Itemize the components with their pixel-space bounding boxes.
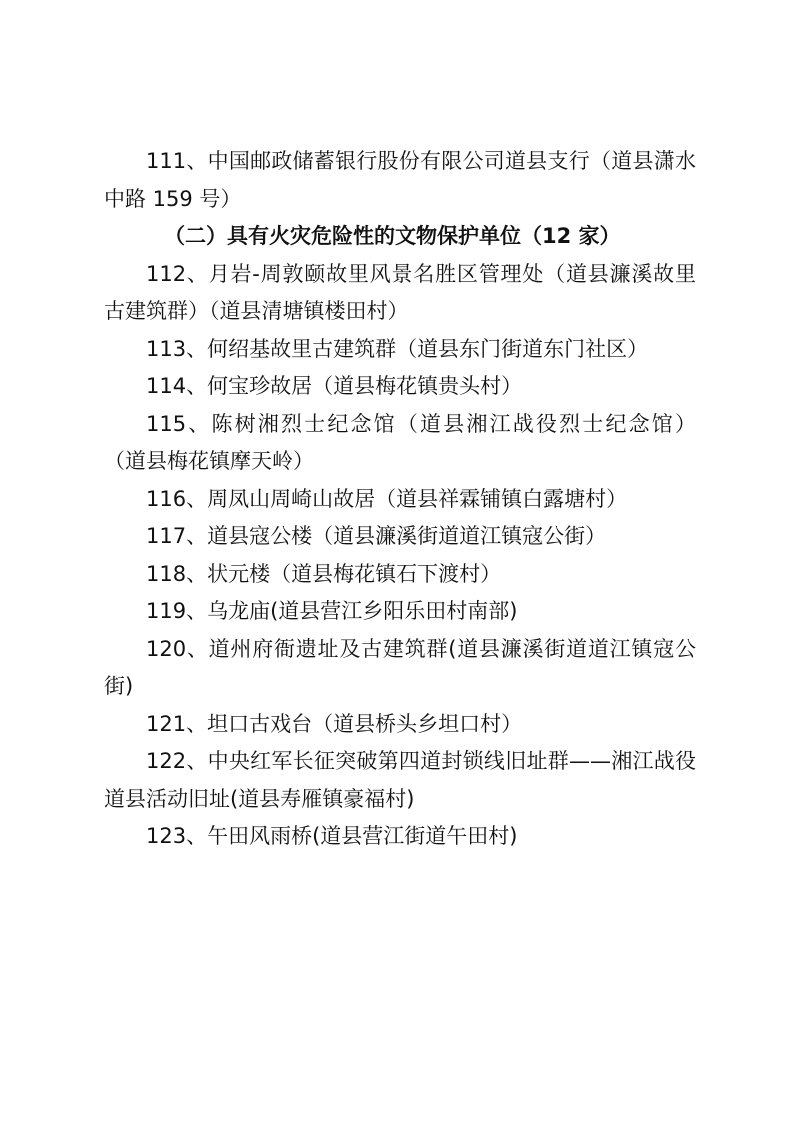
list-item-114: 114、何宝珍故居（道县梅花镇贵头村） (146, 374, 523, 398)
list-item-112: 112、月岩-周敦颐故里风景名胜区管理处（道县濂溪故里古建筑群）（道县清塘镇楼田村） (104, 261, 696, 323)
document-body (104, 143, 696, 856)
list-item-115: 115、陈树湘烈士纪念馆（道县湘江战役烈士纪念馆） （道县梅花镇摩天岭） (104, 411, 696, 473)
list-item-117: 117、道县寇公楼（道县濂溪街道道江镇寇公街） (146, 524, 607, 548)
section-heading: （二）具有火灾危险性的文物保护单位（12 家） (164, 224, 621, 248)
list-item-119: 119、乌龙庙(道县营江乡阳乐田村南部) (146, 599, 518, 623)
list-item-118: 118、状元楼（道县梅花镇石下渡村） (146, 561, 502, 586)
list-item-111: 111、中国邮政储蓄银行股份有限公司道县支行（道县潇水中路 159 号） (104, 149, 696, 211)
list-item-113: 113、何绍基故里古建筑群（道县东门街道东门社区） (146, 336, 649, 361)
list-item-122: 122、中央红军长征突破第四道封锁线旧址群——湘江战役道县活动旧址(道县寿雁镇豪福村) (104, 749, 696, 811)
list-item-116: 116、周凤山周崎山故居（道县祥霖铺镇白露塘村） (146, 486, 628, 511)
list-item-120: 120、道州府衙遗址及古建筑群(道县濂溪街道道江镇寇公街) (104, 636, 696, 698)
list-item-123: 123、午田风雨桥(道县营江街道午田村) (146, 824, 518, 848)
list-item-121: 121、坦口古戏台（道县桥头乡坦口村） (146, 711, 523, 736)
